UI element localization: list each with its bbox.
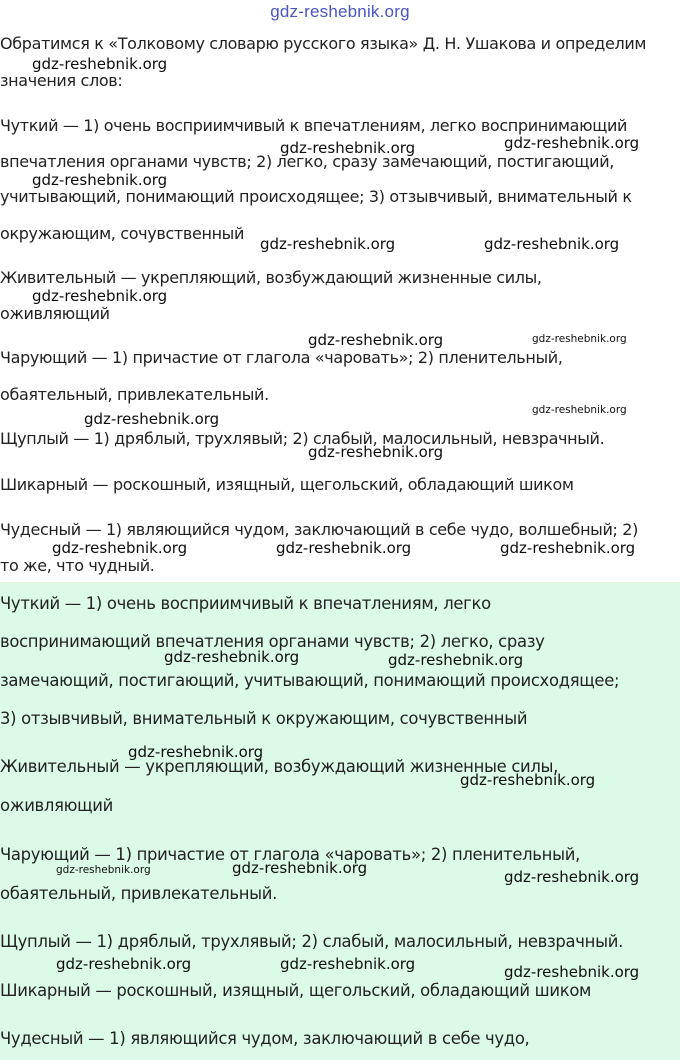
- watermark-text: gdz-reshebnik.org: [388, 651, 524, 669]
- watermark-text: gdz-reshebnik.org: [232, 859, 368, 877]
- first-block-line: учитывающий, понимающий происходящее; 3) отзывчивый, внимательный к: [0, 187, 632, 206]
- first-block-line: Чудесный — 1) являющийся чудом, заключающий в себе чудо, волшебный; 2): [0, 520, 639, 539]
- second-block-line: Шикарный — роскошный, изящный, щегольский, обладающий шиком: [0, 981, 592, 1000]
- watermark-text: gdz-reshebnik.org: [32, 55, 168, 73]
- watermark-text: gdz-reshebnik.org: [460, 771, 596, 789]
- second-block-line: Чудесный — 1) являющийся чудом, заключающий в себе чудо,: [0, 1029, 530, 1048]
- first-block-line: Шикарный — роскошный, изящный, щегольский, обладающий шиком: [0, 475, 574, 494]
- watermark-text: gdz-reshebnik.org: [164, 648, 300, 666]
- watermark-text: gdz-reshebnik.org: [280, 139, 416, 157]
- second-block-line: 3) отзывчивый, внимательный к окружающим, сочувственный: [0, 709, 528, 728]
- watermark-text: gdz-reshebnik.org: [56, 864, 151, 876]
- watermark-text: gdz-reshebnik.org: [276, 539, 412, 557]
- first-block-line: оживляющий: [0, 304, 110, 323]
- watermark-text: gdz-reshebnik.org: [52, 539, 188, 557]
- second-block-line: замечающий, постигающий, учитывающий, понимающий происходящее;: [0, 671, 620, 690]
- watermark-text: gdz-reshebnik.org: [532, 404, 627, 416]
- first-block-line: Чарующий — 1) причастие от глагола «чаровать»; 2) пленительный,: [0, 348, 563, 367]
- first-block-line: обаятельный, привлекательный.: [0, 385, 269, 404]
- intro-line: Обратимся к «Толковому словарю русского языка» Д. Н. Ушакова и определим: [0, 34, 647, 53]
- first-block-line: впечатления органами чувств; 2) легко, сразу замечающий, постигающий,: [0, 152, 614, 171]
- second-block-line: воспринимающий впечатления органами чувств; 2) легко, сразу: [0, 632, 545, 651]
- second-block-line: Щуплый — 1) дряблый, трухлявый; 2) слабый, малосильный, невзрачный.: [0, 932, 623, 951]
- watermark-text: gdz-reshebnik.org: [56, 955, 192, 973]
- watermark-text: gdz-reshebnik.org: [260, 235, 396, 253]
- intro-line: значения слов:: [0, 71, 123, 90]
- first-block-line: Щуплый — 1) дряблый, трухлявый; 2) слабый, малосильный, невзрачный.: [0, 429, 605, 448]
- first-block-line: Живительный — укрепляющий, возбуждающий жизненные силы,: [0, 268, 542, 287]
- first-block-line: окружающим, сочувственный: [0, 224, 245, 243]
- watermark-text: gdz-reshebnik.org: [280, 955, 416, 973]
- watermark-text: gdz-reshebnik.org: [504, 963, 640, 981]
- watermark-text: gdz-reshebnik.org: [32, 171, 168, 189]
- watermark-text: gdz-reshebnik.org: [308, 331, 444, 349]
- second-block-line: обаятельный, привлекательный.: [0, 884, 278, 903]
- watermark-text: gdz-reshebnik.org: [532, 333, 627, 345]
- watermark-text: gdz-reshebnik.org: [500, 539, 636, 557]
- second-block-line: Живительный — укрепляющий, возбуждающий жизненные силы,: [0, 757, 559, 776]
- watermark-text: gdz-reshebnik.org: [128, 743, 264, 761]
- first-block-line: то же, что чудный.: [0, 556, 155, 575]
- second-block-line: оживляющий: [0, 796, 113, 815]
- watermark-text: gdz-reshebnik.org: [504, 868, 640, 886]
- watermark-text: gdz-reshebnik.org: [504, 134, 640, 152]
- watermark-text: gdz-reshebnik.org: [484, 235, 620, 253]
- watermark-text: gdz-reshebnik.org: [32, 287, 168, 305]
- second-block-line: Чуткий — 1) очень восприимчивый к впечатлениям, легко: [0, 594, 491, 613]
- second-block-line: Чарующий — 1) причастие от глагола «чаровать»; 2) пленительный,: [0, 845, 580, 864]
- watermark-text: gdz-reshebnik.org: [84, 410, 220, 428]
- header-watermark: gdz-reshebnik.org: [270, 2, 410, 21]
- watermark-text: gdz-reshebnik.org: [308, 443, 444, 461]
- first-block-line: Чуткий — 1) очень восприимчивый к впечатлениям, легко воспринимающий: [0, 116, 628, 135]
